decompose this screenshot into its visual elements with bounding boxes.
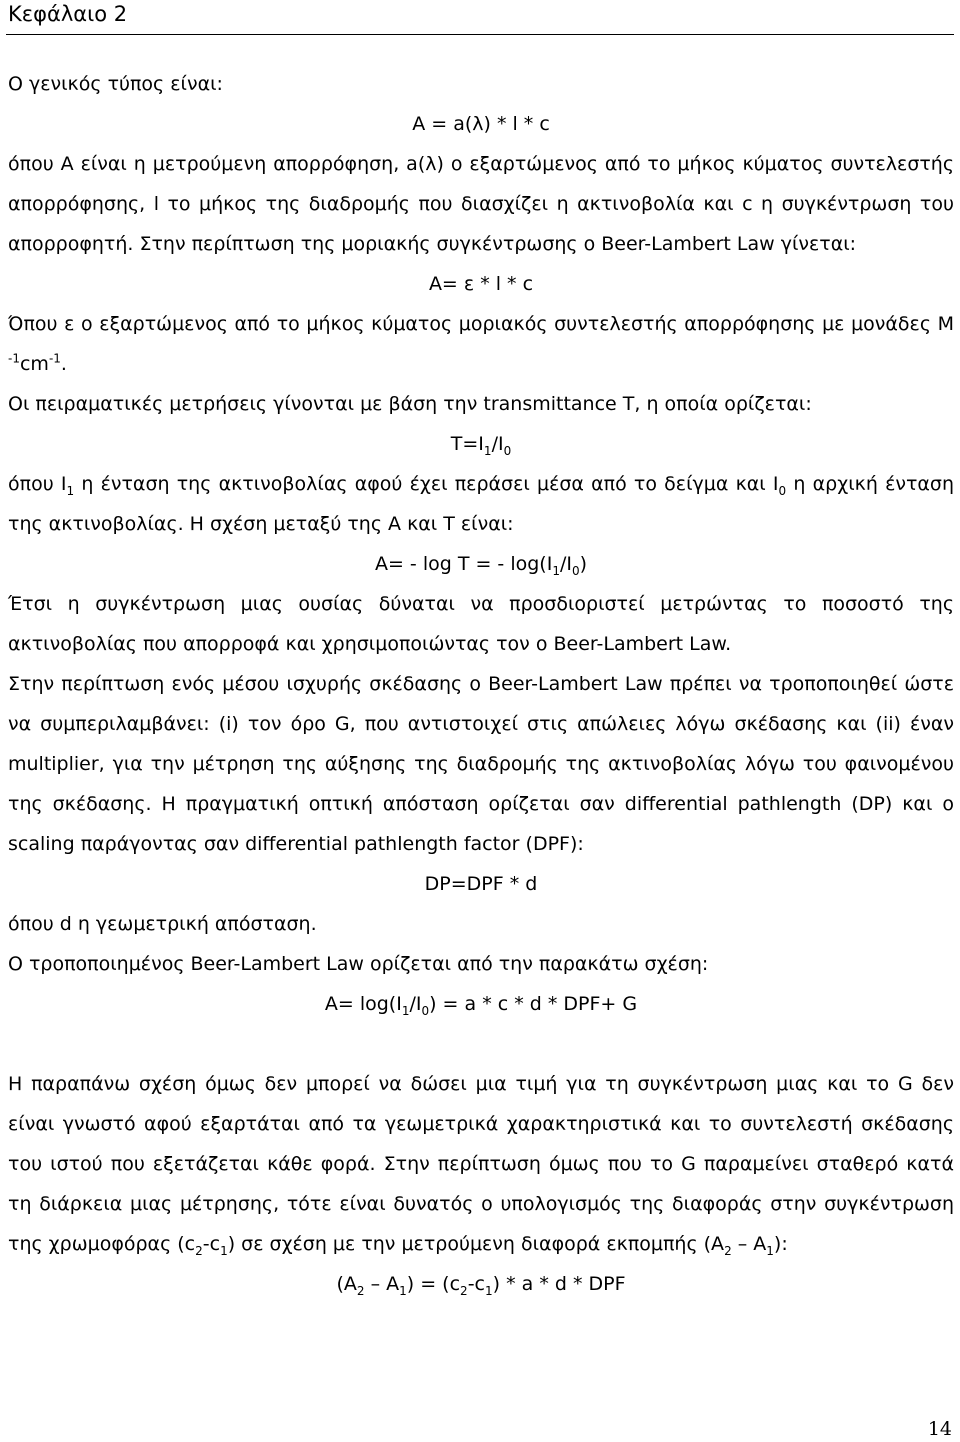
subscript: 0 bbox=[571, 563, 580, 578]
subscript: 1 bbox=[766, 1243, 774, 1258]
paragraph-intro: Ο γενικός τύπος είναι: bbox=[8, 73, 223, 95]
text-run: -c bbox=[467, 1273, 485, 1295]
subscript: 0 bbox=[503, 443, 512, 458]
equation-transmittance bbox=[8, 424, 954, 464]
paragraph-spacer bbox=[8, 1024, 954, 1064]
paragraph-molar-coefficient bbox=[8, 304, 954, 384]
subscript: 2 bbox=[460, 1283, 468, 1298]
text-run: ): bbox=[773, 1233, 788, 1255]
subscript: 0 bbox=[421, 1003, 430, 1018]
subscript: 1 bbox=[66, 483, 75, 498]
text-run: ) = a * c * d * DPF+ G bbox=[429, 993, 638, 1015]
text-run: η ένταση της ακτινοβολίας αφού έχει περάσει μέσα από το δείγμα και I bbox=[74, 473, 779, 495]
text-run: A= log(I bbox=[324, 993, 402, 1015]
subscript: 2 bbox=[195, 1243, 203, 1258]
chapter-title: Κεφάλαιο 2 bbox=[8, 2, 128, 26]
text-run: ) * a * d * DPF bbox=[492, 1273, 626, 1295]
text-run: /I bbox=[491, 433, 504, 455]
subscript: 1 bbox=[483, 443, 492, 458]
text-run: ) bbox=[579, 553, 588, 575]
equation-molar: A= ε * l * c bbox=[428, 273, 534, 295]
text-run: cm bbox=[19, 353, 49, 375]
equation-dp: DP=DPF * d bbox=[424, 873, 538, 895]
text-run: όπου I bbox=[8, 473, 67, 495]
subscript: 1 bbox=[399, 1283, 407, 1298]
header-rule bbox=[6, 34, 954, 35]
equation-difference bbox=[8, 1264, 954, 1304]
text-run: -c bbox=[202, 1233, 221, 1255]
equation-general: A = a(λ) * l * c bbox=[412, 113, 550, 135]
text-run: Όπου ε ο εξαρτώμενος από το μήκος κύματος μοριακός συντελεστής απορρόφησης με μονάδες M bbox=[8, 313, 954, 335]
text-run: /I bbox=[559, 553, 572, 575]
paragraph-distance: όπου d η γεωμετρική απόσταση. bbox=[8, 913, 317, 935]
page-header bbox=[6, 0, 954, 33]
subscript: 1 bbox=[485, 1283, 493, 1298]
text-run: ) σε σχέση με την μετρούμενη διαφορά εκπομπής (A bbox=[227, 1233, 725, 1255]
text-run: A= - log T = - log(I bbox=[374, 553, 553, 575]
equation-absorbance-log bbox=[8, 544, 954, 584]
page-body bbox=[8, 64, 954, 1304]
subscript: 1 bbox=[220, 1243, 228, 1258]
paragraph-modified-law: Ο τροποποιημένος Beer-Lambert Law ορίζεται από την παρακάτω σχέση: bbox=[8, 953, 709, 975]
superscript: -1 bbox=[48, 351, 61, 366]
text-run: – A bbox=[731, 1233, 767, 1255]
text-run: . bbox=[60, 353, 67, 375]
paragraph-scattering: Στην περίπτωση ενός μέσου ισχυρής σκέδασης ο Beer-Lambert Law πρέπει να τροποποιηθεί ώστε να συμπεριλαμβάνει: (i) τον όρο G, που αντιστοιχεί στις απώλειες λόγω σκέδασης και (ii) έναν multiplier, για την μέτρηση της αύξησης της διαδρομής της ακτινοβολίας λόγω του φαινομένου της σκέδασης. Η πραγματική οπτική απόσταση ορίζεται σαν differential pathlength (DP) και ο scaling παράγοντας σαν differential pathlength factor (DPF): bbox=[8, 673, 954, 855]
subscript: 2 bbox=[724, 1243, 732, 1258]
text-run: ) = (c bbox=[406, 1273, 461, 1295]
text-run: Η παραπάνω σχέση όμως δεν μπορεί να δώσει μια τιμή για τη συγκέντρωση μιας και το G δεν είναι γνωστό αφού εξαρτάται από τα γεωμετρικά χαρακτηριστικά και το συντελεστή σκέδασης του ιστού που εξετάζεται κάθε φορά. Στην περίπτωση όμως που το G παραμείνει σταθερό κατά τη διάρκεια μιας μέτρησης, τότε είναι δυνατός ο υπολογισμός της διαφοράς στην συγκέντρωση της χρωμοφόρας (c bbox=[8, 1073, 954, 1255]
paragraph-intensities bbox=[8, 464, 954, 544]
subscript: 1 bbox=[401, 1003, 410, 1018]
text-run: η αρχική ένταση της ακτινοβολίας. Η σχέση μεταξύ της A και T είναι: bbox=[8, 473, 954, 535]
equation-modified-law bbox=[8, 984, 954, 1024]
subscript: 1 bbox=[552, 563, 560, 578]
subscript: 0 bbox=[778, 483, 787, 498]
text-run: T=I bbox=[450, 433, 484, 455]
text-run: (A bbox=[336, 1273, 357, 1295]
paragraph-concentration: Έτσι η συγκέντρωση μιας ουσίας δύναται να προσδιοριστεί μετρώντας το ποσοστό της ακτινοβολίας που απορροφά και χρησιμοποιώντας τον ο Beer-Lambert Law. bbox=[8, 593, 954, 655]
paragraph-transmittance: Οι πειραματικές μετρήσεις γίνονται με βάση την transmittance T, η οποία ορίζεται: bbox=[8, 393, 812, 415]
subscript: 2 bbox=[356, 1283, 365, 1298]
text-run: /I bbox=[409, 993, 422, 1015]
text-run: – A bbox=[364, 1273, 400, 1295]
paragraph-definitions: όπου A είναι η μετρούμενη απορρόφηση, a(λ) ο εξαρτώμενος από το μήκος κύματος συντελεστής απορρόφησης, l το μήκος της διαδρομής που διασχίζει η ακτινοβολία και c η συγκέντρωση του απορροφητή. Στην περίπτωση της μοριακής συγκέντρωσης ο Beer-Lambert Law γίνεται: bbox=[8, 153, 954, 255]
superscript: -1 bbox=[8, 351, 20, 366]
page-number: 14 bbox=[927, 1418, 952, 1440]
paragraph-difference bbox=[8, 1064, 954, 1264]
